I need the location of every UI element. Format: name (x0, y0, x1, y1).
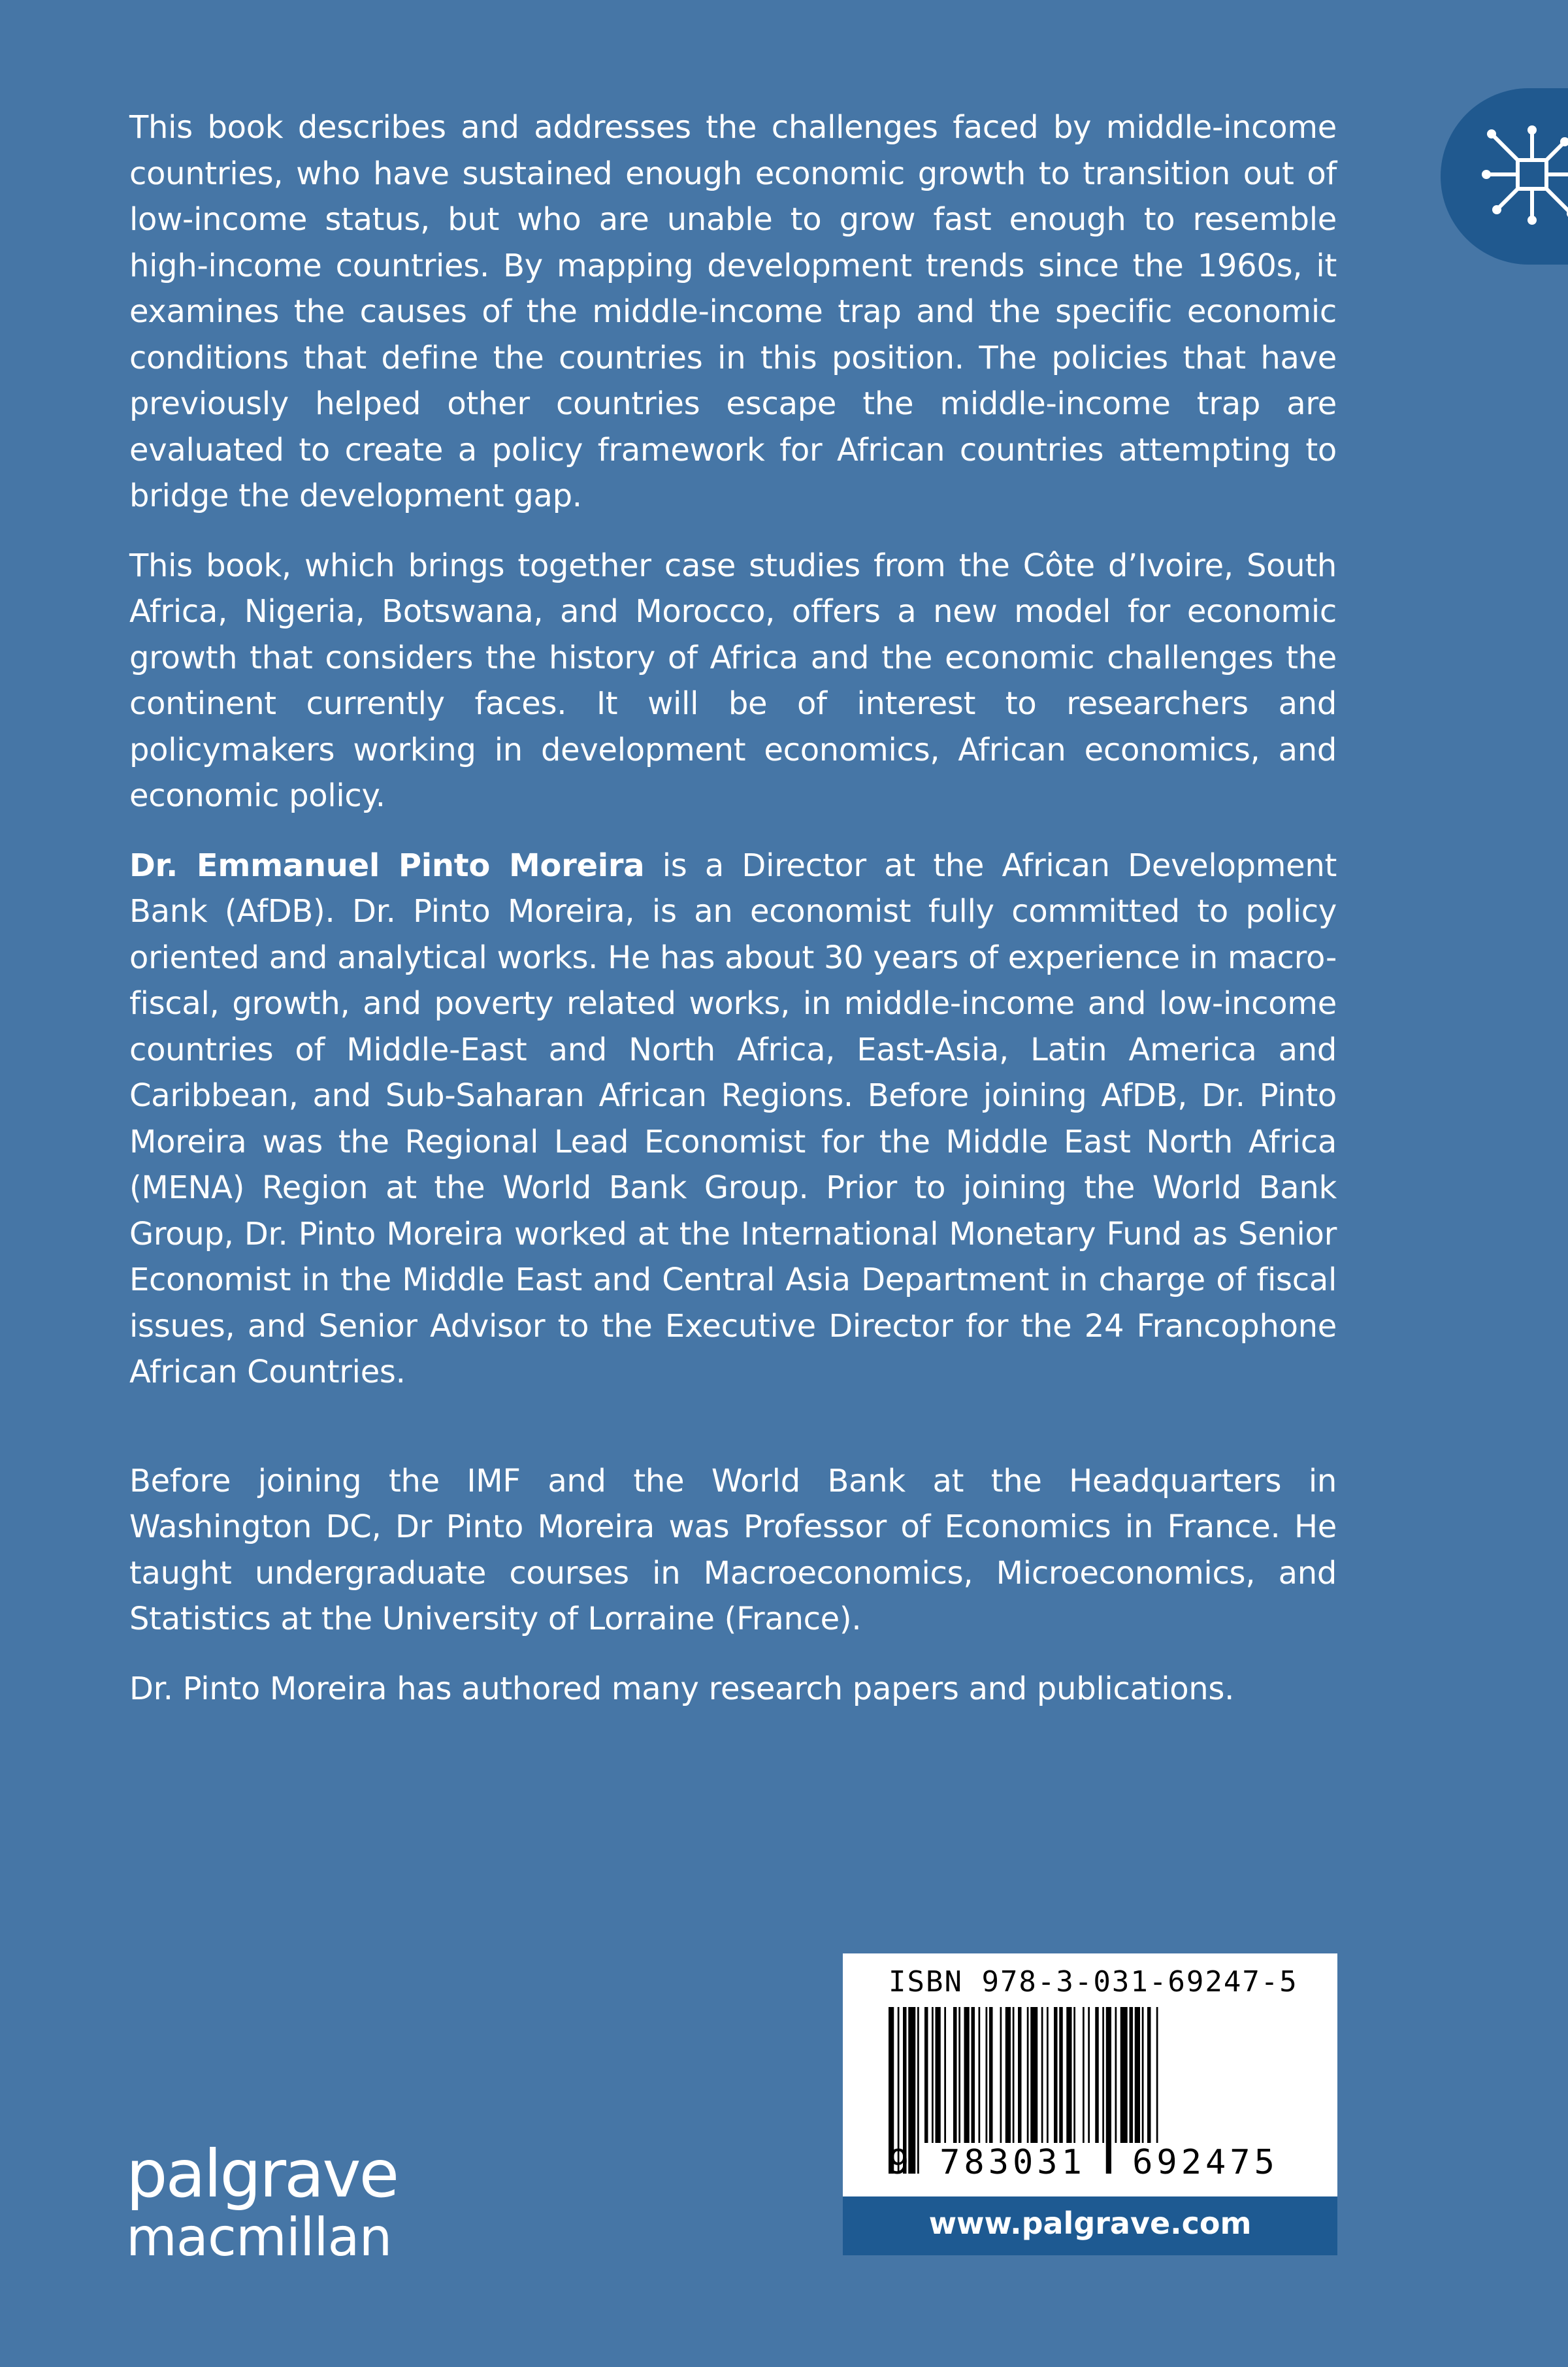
blurb-paragraph-1: This book describes and addresses the challenges faced by middle-income countries, who have sustained enough economic growth to transition out of low-income status, but who are unable to grow fast enough to resemble high-income countries. By mapping development trends since the 1960s, it examines the causes of the middle-income trap and the specific economic conditions that define the countries in this position. The policies that have previously helped other countries escape the middle-income trap are evaluated to create a policy framework for African countries attempting to bridge the development gap. (129, 109, 1337, 514)
barcode-bar (917, 2007, 919, 2174)
isbn-barcode (843, 1953, 1337, 2196)
palgrave-macmillan-logo (126, 2136, 398, 2268)
barcode-bar (1106, 2007, 1111, 2174)
publisher-badge (1441, 88, 1568, 265)
isbn-label: ISBN 978-3-031-69247-5 (889, 1965, 1298, 1999)
author-bio-paragraph-2: Before joining the IMF and the World Bank at the Headquarters in Washington DC, Dr Pinto Moreira was Professor of Economics in France. He taught undergraduate courses in Macroeconomics, Microeconomics, and Statistics at the University of Lorraine (France). (129, 1462, 1337, 1637)
author-name: Dr. Emmanuel Pinto Moreira (129, 847, 645, 884)
barcode-digit-first: 9 (889, 2143, 909, 2182)
barcode-bar (908, 2007, 915, 2174)
logo-line-1: palgrave (126, 2136, 398, 2212)
author-bio-text: is a Director at the African Development Bank (AfDB). Dr. Pinto Moreira, is an economist fully committed to policy oriented and analytical works. He has about 30 years of experience in macro-fiscal, growth, and poverty related works, in middle-income and low-income countries of Middle-East and North Africa, East-Asia, Latin America and Caribbean, and Sub-Saharan African Regions. Before joining AfDB, Dr. Pinto Moreira was the Regional Lead Economist for the Middle East North Africa (MENA) Region at the World Bank Group. Prior to joining the World Bank Group, Dr. Pinto Moreira worked at the International Monetary Fund as Senior Economist in the Middle East and Central Asia Department in charge of fiscal issues, and Senior Advisor to the Executive Director for the 24 Francophone African Countries. (129, 847, 1337, 1390)
logo-line-2: macmillan (126, 2207, 392, 2268)
blurb-paragraph-2: This book, which brings together case studies from the Côte d’Ivoire, South Africa, Nigeria, Botswana, and Morocco, offers a new model for economic growth that considers the history of Africa and the economic challenges the continent currently faces. It will be of interest to researchers and policymakers working in development economics, African economics, and economic policy. (129, 547, 1337, 814)
publisher-url[interactable]: www.palgrave.com (843, 2196, 1337, 2255)
barcode-digits-left: 783031 (921, 2143, 1104, 2182)
palgrave-network-icon (1473, 116, 1568, 233)
author-bio-paragraph-1 (129, 843, 1337, 1396)
author-bio-paragraph-3: Dr. Pinto Moreira has authored many research papers and publications. (129, 1670, 1235, 1707)
back-cover-text (129, 105, 1337, 1712)
barcode-digits-right: 692475 (1114, 2143, 1297, 2182)
